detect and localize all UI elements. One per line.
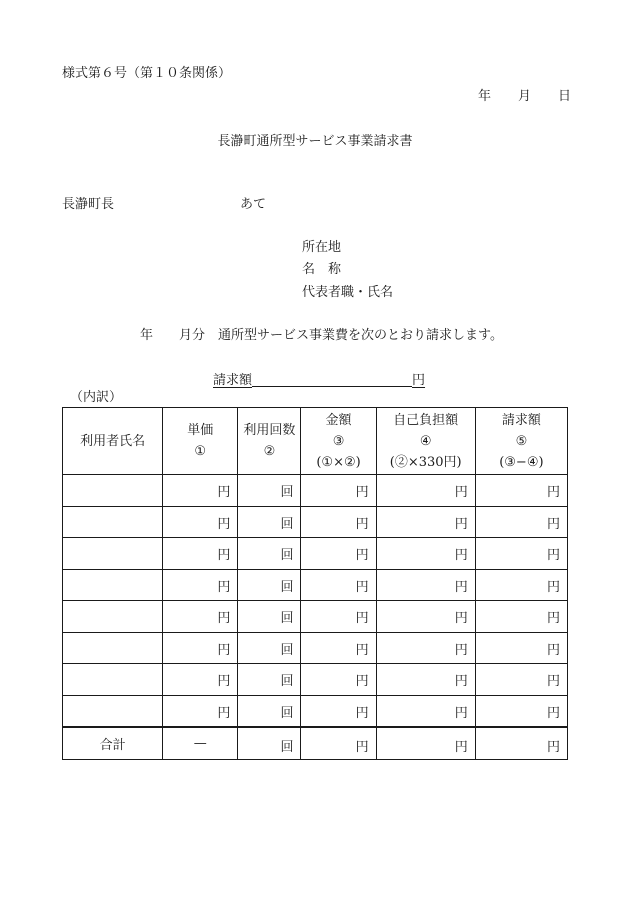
self-pay-header-line: (②×330円): [389, 454, 462, 470]
unit-price-header-line: ①: [194, 444, 207, 459]
document-title: 長瀞町通所型サービス事業請求書: [217, 134, 413, 149]
self-pay-cell: 円: [376, 506, 475, 538]
date-year-label: 年: [478, 89, 492, 104]
user-name-cell: [63, 695, 163, 727]
claim-cell: 円: [475, 695, 567, 727]
self-pay-cell: 円: [376, 664, 475, 696]
claim-amount-line: [213, 373, 425, 387]
total-claim-unit: 円: [475, 727, 567, 760]
breakdown-label: （内訳）: [70, 390, 123, 405]
table-row: [63, 538, 568, 570]
table-row: [63, 506, 568, 538]
self-pay-cell: 円: [376, 632, 475, 664]
claim-cell: 円: [475, 664, 567, 696]
addressee-name: 長瀞町長: [62, 197, 115, 212]
amount-cell: 円: [301, 695, 376, 727]
usage-count-cell: 回: [238, 664, 301, 696]
table-total-row: [63, 727, 568, 760]
claim-cell: 円: [475, 506, 567, 538]
self-pay-cell: 円: [376, 569, 475, 601]
amount-header-line: ③: [332, 433, 345, 449]
claim-amount-blank: [252, 373, 412, 387]
table-row: [63, 569, 568, 601]
claim-header: [475, 408, 567, 475]
claim-cell: 円: [475, 632, 567, 664]
unit-price-header: [163, 408, 238, 475]
self-pay-header-line: 自己負担額: [393, 412, 459, 428]
claim-amount-unit: 円: [412, 373, 426, 388]
table-row: [63, 601, 568, 633]
self-pay-header-line: ④: [419, 433, 432, 449]
user-name-cell: [63, 506, 163, 538]
unit-price-cell: 円: [163, 506, 238, 538]
sender-representative-label: 代表者職・氏名: [302, 285, 394, 300]
usage-count-cell: 回: [238, 569, 301, 601]
self-pay-cell: 円: [376, 538, 475, 570]
intro-statement: 年 月分 通所型サービス事業費を次のとおり請求します。: [140, 328, 503, 343]
claim-cell: 円: [475, 475, 567, 507]
usage-count-cell: 回: [238, 632, 301, 664]
table-row: [63, 695, 568, 727]
total-label: 合計: [63, 727, 163, 760]
table-row: [63, 632, 568, 664]
amount-header-line: 金額: [325, 412, 352, 428]
unit-price-cell: 円: [163, 538, 238, 570]
usage-count-cell: 回: [238, 601, 301, 633]
user-name-header: [63, 408, 163, 475]
amount-cell: 円: [301, 475, 376, 507]
amount-header-line: (①×②): [316, 454, 361, 470]
usage-count-cell: 回: [238, 475, 301, 507]
usage-count-cell: 回: [238, 695, 301, 727]
addressee-suffix: あて: [240, 197, 267, 212]
claim-cell: 円: [475, 569, 567, 601]
total-self-pay-unit: 円: [376, 727, 475, 760]
total-count-unit: 回: [238, 727, 301, 760]
user-name-cell: [63, 538, 163, 570]
table-header-row: [63, 408, 568, 475]
table-row: [63, 475, 568, 507]
sender-address-label: 所在地: [302, 240, 342, 255]
unit-price-header-line: 単価: [187, 423, 214, 438]
claim-cell: 円: [475, 601, 567, 633]
amount-cell: 円: [301, 538, 376, 570]
user-name-cell: [63, 664, 163, 696]
unit-price-cell: 円: [163, 664, 238, 696]
amount-cell: 円: [301, 632, 376, 664]
user-name-cell: [63, 601, 163, 633]
unit-price-cell: 円: [163, 569, 238, 601]
amount-cell: 円: [301, 601, 376, 633]
amount-header: [301, 408, 376, 475]
user-name-cell: [63, 569, 163, 601]
self-pay-cell: 円: [376, 475, 475, 507]
user-name-cell: [63, 475, 163, 507]
amount-cell: 円: [301, 506, 376, 538]
amount-cell: 円: [301, 569, 376, 601]
amount-cell: 円: [301, 664, 376, 696]
date-day-label: 日: [558, 89, 572, 104]
unit-price-cell: 円: [163, 695, 238, 727]
claim-breakdown-table: [62, 407, 568, 760]
usage-count-cell: 回: [238, 506, 301, 538]
total-unit-price: —: [163, 727, 238, 760]
form-number: 様式第６号（第１０条関係）: [62, 66, 232, 81]
usage-count-header-line: 利用回数: [243, 423, 296, 438]
self-pay-cell: 円: [376, 695, 475, 727]
user-name-header-line: 利用者氏名: [80, 433, 146, 449]
usage-count-header: [238, 408, 301, 475]
claim-header-line: 請求額: [501, 412, 541, 428]
claim-header-line: (③−④): [499, 454, 544, 470]
self-pay-header: [376, 408, 475, 475]
unit-price-cell: 円: [163, 632, 238, 664]
claim-amount-label: 請求額: [213, 373, 253, 388]
usage-count-header-line: ②: [263, 444, 276, 459]
claim-header-line: ⑤: [515, 433, 528, 449]
date-month-label: 月: [518, 89, 532, 104]
unit-price-cell: 円: [163, 475, 238, 507]
usage-count-cell: 回: [238, 538, 301, 570]
claim-cell: 円: [475, 538, 567, 570]
date-line: [478, 90, 571, 103]
self-pay-cell: 円: [376, 601, 475, 633]
sender-name-label: 名 称: [302, 262, 342, 277]
total-amount-unit: 円: [301, 727, 376, 760]
unit-price-cell: 円: [163, 601, 238, 633]
table-row: [63, 664, 568, 696]
user-name-cell: [63, 632, 163, 664]
